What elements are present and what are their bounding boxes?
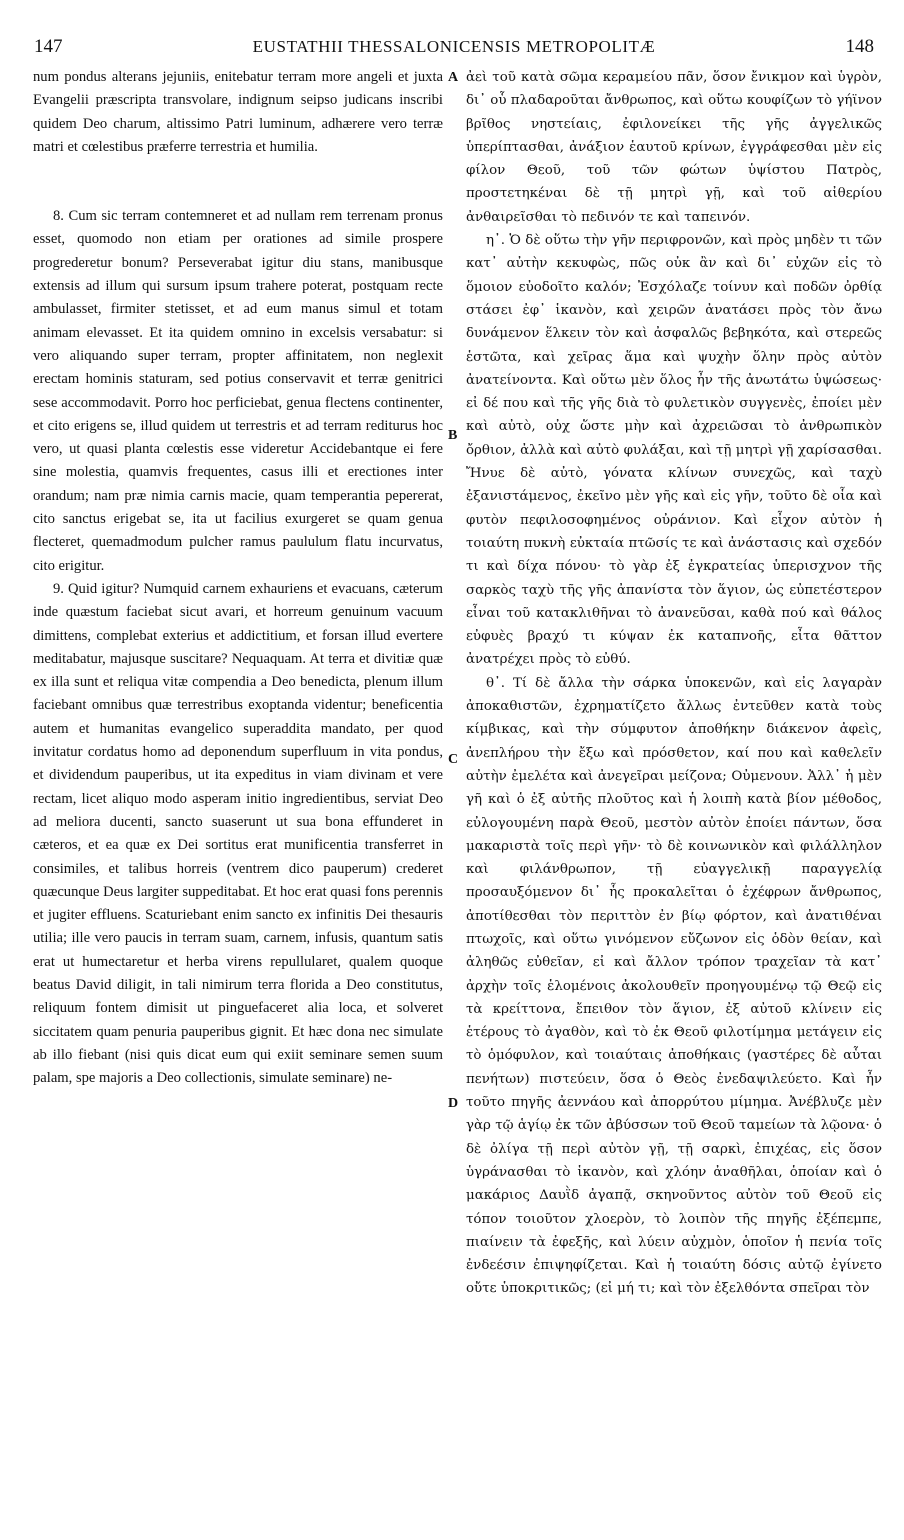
latin-paragraph-8: 8. Cum sic terram contemneret et ad nullam rem terrenam pronus esset, quomodo non etiam per orationes ad simile prospere progrederetur bonum? Perseverabat igitur diu stans, manibusque extensis ad illum qui sursum ipsum trahere poterat, postquam recte ambulasset, firmiter stetisset, et ad eum manus simul et totam animam elevasset. Et ita quidem omnino in excelsis versabatur: si vero aliquando super terram, propter affinitatem, non neglexit erectam hominis staturam, sed potius conservavit et terræ genitrici sese accommodavit. Porro hoc perficiebat, genua flectens continenter, et cito erigens se, illud quidem ut terrestris et ad terram rediturus hoc vero, ut quasi planta cœlestis esse videretur Accidebantque ei fere sine molestia, quamvis frequentes, casus illi et erectiones inter orandum; nam præ nimia carnis macie, quam temperantia pepererat, cito sanctus erigebat se, ita ut facilius exurgeret se quam genua flecteret, quemadmodum pulcher ramus paululum flatu incurvatus, cito erigitur. <box>33 208 443 574</box>
greek-paragraph-9: θ᾽. Τί δὲ ἄλλα τὴν σάρκα ὑποκενῶν, καὶ εἰς λαγαρὰν ἀποκαθιστῶν, ἐχρηματίζετο ἄλλως ἐντεῦθεν κατὰ τοὺς κίμβικας, καὶ τὴν σύμφυτον ἀποθήκην διάκενον ἀφεὶς, ἀνεπλήρου τὴν ἔξω καὶ πρόσθετον, καί που καὶ καθελεῖν αὐτὴν ἐμελέτα καὶ ἀνεγεῖραι μείζονα; Οὐμενουν. Ἀλλ᾽ ἡ μὲν γῆ καὶ ὁ ἐξ αὐτῆς πλοῦτος καὶ ἡ λοιπὴ κατὰ βίον μέθοδος, εὐλογουμένη παρὰ Θεοῦ, μεστὸν αὐτὸν ἐποίει πάντων, ὅσα μακαριστὰ τοῖς περὶ γῆν· τὸ δὲ κοινωνικὸν καὶ φιλάλληλον καὶ φιλάνθρωπον, τῇ εὐαγγελικῇ παραγγελίᾳ προσαυξόμενον δι᾽ ἧς προκαλεῖται ὁ ἐχέφρων ἄνθρωπος, ἀποτίθεσθαι τὸν περιττὸν ἐν βίῳ φόρτον, καὶ ἀνατιθέναι πτωχοῖς, καὶ οὕτω γινόμενον εὔζωνον εἰς ὁδὸν θείαν, καὶ ἀληθῶς εὐθεῖαν, εἰ καὶ ἄλλον τρόπον τραχεῖαν τὰ κατ᾽ ἀρχὴν τοῖς ἑλομένοις ἀκολουθεῖν προηγουμένῳ τῷ Θεῷ εἰς τὰ κρείττονα, ἔπειθον τὸν ἅγιον, ἐξ αὐτοῦ κλίνειν εἰς ἑτέρους τὸ ἀγαθὸν, καὶ τὸ ἐκ Θεοῦ φιλοτίμημα μετάγειν εἰς τὸ ὁμόφυλον, καὶ τοιαύταις ἀποθήκαις (γαστέρες δὲ αὗται πενήτων) πιστεύειν, ὅσα ὁ Θεὸς ἐνεδαψιλεύετο. Καὶ ἦν τοῦτο πηγῆς ἀεννάου καὶ ἀπορρύτου μίμημα. Ἀνέβλυζε μὲν γὰρ τῷ ἁγίῳ ἐκ τῶν ἀβύσσων τοῦ Θεοῦ ταμείων τὰ λῷονα· ὁ δὲ ὀλίγα τῇ περὶ αὐτὸν γῇ, τῇ σαρκὶ, ἐπιχέας, εἰς ὅσον ὑγράνασθαι τὸ ἱκανὸν, καὶ χλόην ἀναθῆλαι, ὁποίαν καὶ ὁ μακάριος Δαυῒδ ἀγαπᾷ, σκηνοῦντος αὐτὸν τοῦ Θεοῦ εἰς τόπον τοιοῦτον χλοερὸν, τὸ λοιπὸν τῆς πηγῆς ἐξέπεμπε, πιαίνειν τὰ ἐφεξῆς, καὶ λύειν αὐχμὸν, ὁποῖον ἡ πενία τοῖς ἐνδεέσιν ἐπιψηφίζεται. Καὶ ἡ τοιαύτη δόσις αὐτῷ ἐγίνετο οὔτε ὑποκριτικῶς; (εἰ μή τι; καὶ τὸν ἐξελθόντα σπεῖραι τὸν <box>466 675 882 1297</box>
page-header <box>34 36 874 62</box>
greek-paragraph-intro: ἀεὶ τοῦ κατὰ σῶμα κεραμείου πᾶν, ὅσον ἔνικμον καὶ ὑγρὸν, δι᾽ οὗ πλαδαροῦται ἄνθρωπος, καὶ οὕτω κουφίζων τὸ γήϊνον βρῖθος νηστείαις, ἐφιλονείκει τῆς γῆς ἀγγελικῶς ὑπερίπτασθαι, ἀνάξιον ἑαυτοῦ κρίνων, ἐγγράφεσθαι μὲν εἰς φίλον Θεοῦ, τοῦ τῶν φώτων ὑψίστου Πατρὸς, προστετηκέναι δὲ τῇ μητρὶ γῇ, καὶ τοῦ αἰθερίου ἀνθαιρεῖσθαι τὸ πεδινόν τε καὶ ταπεινόν. <box>466 70 882 225</box>
margin-letter-c: C <box>448 752 459 767</box>
margin-letter-d: D <box>448 1096 459 1111</box>
page-number-right: 148 <box>845 36 874 57</box>
greek-column <box>466 66 882 1301</box>
margin-letter-a: A <box>448 70 459 85</box>
latin-paragraph-9: 9. Quid igitur? Numquid carnem exhauriens et evacuans, cæterum inde quæstum faciebat sicut avari, et horreum genuinum vacuum dimittens, complebat exterius et addictitium, et forsan illud evertere meditabatur, majusque suscitare? Nequaquam. At terra et divitiæ quæ ex illa sunt et reliqua vitæ compendia a Deo benedicta, plenum illum faciebant omnibus quæ terrestribus exoptanda videntur; beneficentia autem et humanitas evangelico superaddita mandato, per quod invitatur cordatus homo ad deponendum superfluum in vita pondus, et dividendum pauperibus, ut ita expeditus in viam divinam et vere rectam, licet aliquo modo asperam initio ingredientibus, serviat Deo ad meliora ducenti, sancto suaserunt ut sua bona effunderet in cæteros, et ea quæ ex Dei sortitus erat munificentia transferret in consimiles, et talibus horreis (ventrem dico pauperum) crederet quæcunque Deus largiter suppeditabat. Et hoc erat quasi fons perennis et jugiter effluens. Scaturiebant enim sancto ex infinitis Dei thesauris utilia; ille vero paucis in terram suam, carnem, infusis, quantum satis erat ut humectaretur et herba virens repullularet, qualem quoque beatus David diligit, in tali nimirum terra florida a Deo constitutus, reliquum fontem dimisit ut pinguefaceret alia loca, et solveret siccitatem quam penuria pauperibus gignit. Et hæc dona nec simulate ab illo fiebant (nisi quis dicat eum qui exiit seminare semen suum palam, spe majoris a Deo collectionis, simulate seminare) ne- <box>33 580 443 1087</box>
page-number-left: 147 <box>34 36 63 57</box>
margin-letter-b: B <box>448 428 458 443</box>
running-title: EUSTATHII THESSALONICENSIS METROPOLITÆ <box>252 37 656 56</box>
greek-paragraph-8: η᾽. Ὁ δὲ οὕτω τὴν γῆν περιφρονῶν, καὶ πρὸς μηδὲν τι τῶν κατ᾽ αὐτὴν κεκυφὼς, πῶς οὐκ ἂν καὶ δι᾽ εὐχῶν εἰς τὸ ὅμοιον εὐοδοῖτο καλόν; Ἐσχόλαζε τοίνυν καὶ ποδῶν ὀρθίᾳ στάσει ἐφ᾽ ἱκανὸν, καὶ χειρῶν ἀνατάσει πρὸς τὸν ἄνω δυνάμενον ἕλκειν τὸν καὶ ἀσφαλῶς βεβηκότα, καὶ στερεῶς ἑστῶτα, καὶ χεῖρας ἅμα καὶ ψυχὴν ὅλην πρὸς αὐτὸν ἀνατείνοντα. Καὶ οὕτω μὲν ὅλος ἦν τῆς ἀνωτάτω ὑψώσεως· εἰ δέ που καὶ τῆς γῆς διὰ τὸ φυλετικὸν συγγενὲς, ἐποίει μὲν καὶ αὐτὸ, οὐχ ὥστε μὴν καὶ ἀχρειῶσαι τὸ ἀνθρωπικὸν ὄρθιον, ἀλλὰ καὶ αὐτὸ φυλάξαι, καὶ τῇ μητρὶ γῇ χαρίσασθαι. Ἤνυε δὲ αὐτὸ, γόνατα κλίνων συνεχῶς, καὶ ταχὺ ἐξανιστάμενος, ἐκεῖνο μὲν γῆς καὶ εἰς γῆν, τοῦτο δὲ οἷα καὶ φυτὸν πεφιλοσοφημένος οὐράνιον. Καὶ εἶχον αὐτὸν ἡ τοιαύτη πυκνὴ εὐκταία πτῶσίς τε καὶ ἀνάστασις καὶ σχεδόν τι καὶ δίχα πόνου· τὸ γὰρ ἐξ ἐγκρατείας ὑπερισχνον τῆς σαρκὸς ταχὺ τῆς γῆς ἀπανίστα τὸν ἅγιον, ὡς εὐπετέστερον εἶναι τοῦ κατακλιθῆναι τὸ ἀνανεῦσαι, καθὰ πού καὶ θάλος εὐφυὲς βραχύ τι κύψαν ἐκ καταπνοῆς, εἶτα θᾶττον ἀνατρέχει πρὸς τὸ εὐθύ. <box>466 233 882 668</box>
latin-column <box>33 66 443 1090</box>
paragraph-gap <box>33 159 443 205</box>
latin-paragraph-intro: num pondus alterans jejuniis, enitebatur terram more angeli et juxta Evangelii præscripta transvolare, indignum seipso judicans inscribi quidem Deo charum, altissimo Patri luminum, adhærere vero terræ matri et cœlestibus præferre terrestria et humilia. <box>33 69 443 155</box>
